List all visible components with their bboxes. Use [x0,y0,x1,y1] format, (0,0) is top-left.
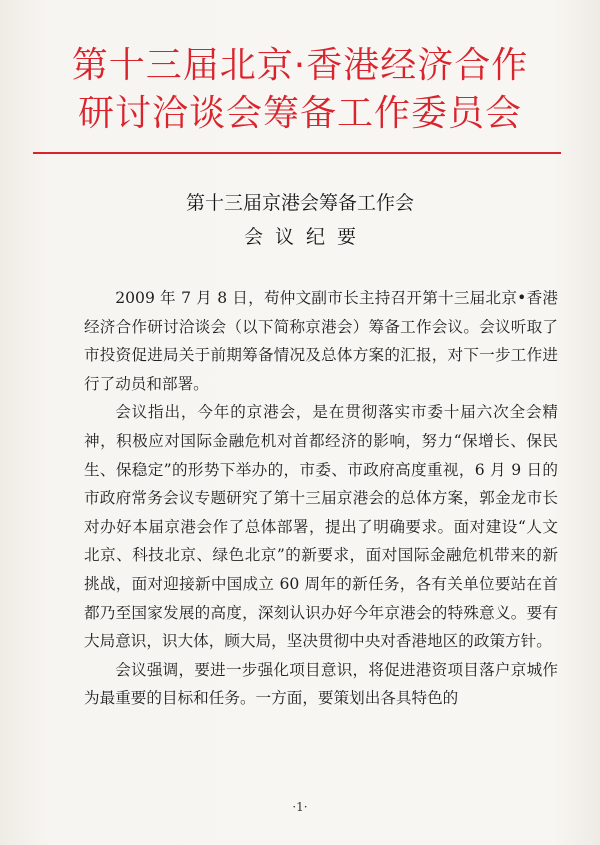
page-number: ·1· [292,800,308,814]
document-title: 第十三届京港会筹备工作会 [185,192,414,214]
paragraph-2: 会议指出，今年的京港会，是在贯彻落实市委十届六次全会精神，积极应对国际金融危机对首都经济的影响，努力“保增长、保民生、保稳定”的形势下举办的，市委、市政府高度重视，6 月 9 日的市政府常务会议专题研究了第十三届京港会的总体方案，郭金龙市长对办好本届京港会作了总体部署，提出了明确要求。面对建设“人文北京、科技北京、绿色北京”的新要求，面对国际金融危机带来的新挑战，面对迎接新中国成立 60 周年的新任务，各有关单位要站在首都乃至国家发展的高度，深刻认识办好今年京港会的特殊意义。要有大局意识，识大体，顾大局，坚决贯彻中央对香港地区的政策方针。 [84,403,558,651]
document-body [84,284,558,713]
paragraph-1: 2009 年 7 月 8 日，苟仲文副市长主持召开第十三届北京•香港经济合作研讨洽谈会（以下简称京港会）筹备工作会议。会议听取了市投资促进局关于前期筹备情况及总体方案的汇报，对下一步工作进行了动员和部署。 [84,289,558,393]
letterhead-line-1: 第十三届北京·香港经济合作 [71,45,529,86]
letterhead-line-2: 研讨洽谈会筹备工作委员会 [77,93,522,134]
document-subtitle: 会议纪要 [243,226,368,248]
letterhead-red-rule [33,152,561,154]
paragraph-3: 会议强调，要进一步强化项目意识，将促进港资项目落户京城作为最重要的目标和任务。一方面，要策划出各具特色的 [84,660,558,708]
